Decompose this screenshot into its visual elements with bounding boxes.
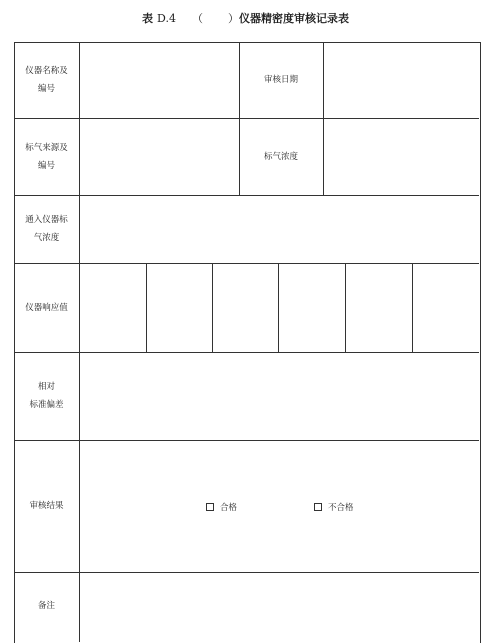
gas-source-label — [14, 118, 79, 195]
rsd-label — [14, 352, 79, 440]
title-name: 仪器精密度审核记录表 — [238, 12, 349, 25]
response-field-6[interactable] — [413, 263, 479, 352]
fail-checkbox[interactable] — [314, 503, 322, 511]
page-title — [0, 10, 491, 26]
fail-option[interactable] — [314, 501, 354, 513]
gas-source-label-line1: 标气来源及 — [25, 142, 68, 153]
pass-checkbox[interactable] — [206, 503, 214, 511]
result-options — [79, 440, 479, 572]
review-date-field[interactable] — [324, 42, 479, 118]
title-close-paren: ） — [227, 12, 239, 25]
pass-option[interactable] — [206, 501, 237, 513]
response-label: 仪器响应值 — [25, 302, 68, 313]
title-open-paren: （ — [191, 12, 203, 25]
response-field-4[interactable] — [279, 263, 345, 352]
rsd-label-line2: 标准偏差 — [29, 400, 64, 410]
remarks-field[interactable] — [80, 572, 479, 639]
instrument-name-label-line1: 仪器名称及 — [25, 66, 68, 76]
fail-label: 不合格 — [328, 503, 354, 513]
gas-concentration-label: 标气浓度 — [263, 151, 298, 162]
input-concentration-label-line2: 气浓度 — [33, 233, 60, 243]
input-concentration-field[interactable] — [80, 195, 479, 263]
instrument-name-field[interactable] — [80, 42, 239, 118]
response-field-5[interactable] — [346, 263, 412, 352]
gas-concentration-field[interactable] — [324, 118, 479, 195]
instrument-name-label — [14, 42, 79, 118]
rsd-label-line1: 相对 — [37, 382, 55, 392]
result-label: 审核结果 — [29, 501, 64, 511]
rsd-field[interactable] — [80, 352, 479, 440]
instrument-name-label-line2: 编号 — [37, 84, 55, 94]
input-concentration-label-line1: 通入仪器标 — [25, 215, 68, 225]
review-date-label: 审核日期 — [263, 75, 298, 85]
response-field-2[interactable] — [147, 263, 212, 352]
title-prefix: 表 — [142, 12, 154, 25]
remarks-label: 备注 — [37, 600, 55, 611]
response-field-3[interactable] — [213, 263, 278, 352]
input-concentration-label — [14, 195, 79, 263]
gas-source-label-line2: 编号 — [37, 160, 55, 171]
response-field-1[interactable] — [80, 263, 146, 352]
title-number: D.4 — [157, 12, 176, 25]
gas-source-field[interactable] — [80, 118, 239, 195]
pass-label: 合格 — [220, 503, 238, 513]
